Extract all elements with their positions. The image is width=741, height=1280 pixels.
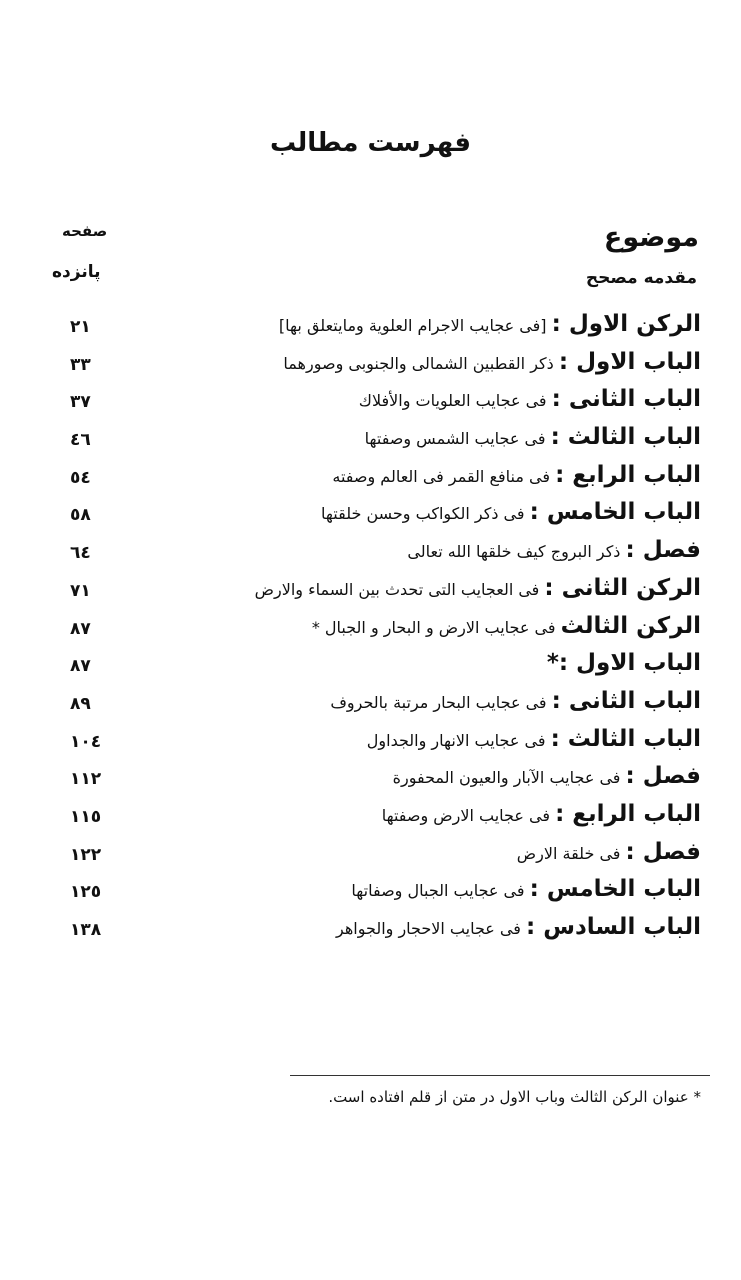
entry-page-number: ٥٤ bbox=[70, 467, 91, 488]
toc-list bbox=[0, 309, 741, 950]
entry-description: ذکر البروج کیف خلقها الله تعالی bbox=[407, 542, 621, 562]
entry-page-number: ۸۹ bbox=[70, 693, 91, 714]
entry-label bbox=[330, 688, 701, 714]
entry-page-number: ۱۲٥ bbox=[70, 882, 102, 903]
toc-entry bbox=[0, 497, 741, 535]
toc-entry bbox=[0, 535, 741, 573]
entry-key: فصل : bbox=[625, 838, 701, 865]
entry-description: فی منافع القمر فی العالم وصفته bbox=[332, 466, 550, 486]
entry-key: الباب الثالث : bbox=[550, 424, 701, 451]
entry-key: الباب الاول :* bbox=[546, 650, 701, 677]
toc-entry bbox=[0, 460, 741, 498]
entry-description: فی عجایب الارض وصفتها bbox=[381, 805, 550, 825]
entry-label bbox=[283, 349, 701, 375]
intro-page-number: پانزده bbox=[52, 262, 101, 282]
toc-entry bbox=[0, 837, 741, 875]
entry-description: [فی عجایب الاجرام العلویة ومایتعلق بها] bbox=[278, 316, 547, 335]
entry-page-number: ۸۷ bbox=[70, 618, 91, 639]
entry-label bbox=[312, 613, 701, 639]
entry-page-number: ۱۱٥ bbox=[70, 806, 102, 827]
entry-description: فی عجایب الارض و البحار و الجبال * bbox=[311, 617, 556, 637]
entry-key: الباب الثالث : bbox=[550, 725, 701, 752]
entry-label bbox=[382, 801, 701, 827]
toc-entry bbox=[0, 686, 741, 724]
entry-key: الباب الثانی : bbox=[551, 386, 701, 413]
entry-key: الرکن الثالث bbox=[560, 612, 701, 639]
entry-page-number: ۱۲۲ bbox=[70, 844, 102, 865]
entry-description: فی عجایب الانهار والجداول bbox=[366, 730, 546, 750]
entry-label bbox=[517, 839, 701, 865]
entry-page-number: ٥٨ bbox=[70, 505, 91, 526]
toc-entry bbox=[0, 724, 741, 762]
toc-entry bbox=[0, 611, 741, 649]
entry-description: فی عجایب البحار مرتبة بالحروف bbox=[330, 692, 547, 712]
entry-key: الرکن الاول : bbox=[551, 311, 701, 337]
entry-description: فی ذکر الکواکب وحسن خلقتها bbox=[321, 504, 525, 524]
entry-page-number: ۳۳ bbox=[70, 354, 91, 375]
entry-page-number: ۱۰٤ bbox=[70, 731, 102, 752]
entry-description: فی العجایب التی تحدث بین السماء والارض bbox=[254, 579, 540, 599]
entry-label bbox=[321, 499, 701, 525]
entry-label bbox=[255, 575, 701, 601]
entry-description: فی خلقة الارض bbox=[516, 843, 621, 863]
entry-key: فصل : bbox=[625, 763, 701, 790]
entry-key: الباب السادس : bbox=[526, 914, 701, 940]
entry-label bbox=[547, 650, 701, 676]
entry-label bbox=[351, 876, 701, 902]
entry-label bbox=[332, 462, 701, 488]
toc-entry bbox=[0, 384, 741, 422]
topic-column-header: موضوع bbox=[603, 222, 699, 253]
entry-label bbox=[367, 726, 701, 752]
entry-label bbox=[407, 537, 701, 563]
entry-label bbox=[393, 763, 701, 789]
entry-key: الباب الخامس : bbox=[529, 876, 701, 903]
entry-label bbox=[365, 424, 701, 450]
toc-entry bbox=[0, 912, 741, 950]
toc-entry bbox=[0, 573, 741, 611]
entry-page-number: ۱۱۲ bbox=[70, 769, 102, 790]
entry-page-number: ۷۱ bbox=[70, 580, 91, 601]
entry-description: ذکر القطبین الشمالی والجنوبی وصورهما bbox=[283, 353, 554, 373]
entry-label bbox=[359, 386, 701, 412]
entry-page-number: ۳۷ bbox=[70, 392, 91, 413]
entry-key: الرکن الثانی : bbox=[544, 574, 701, 601]
entry-description: فی عجایب الآبار والعیون المحفورة bbox=[392, 768, 621, 788]
footnote: * عنوان الرکن الثالث وباب الاول در متن از قلم افتاده است. bbox=[328, 1088, 701, 1106]
page-column-header: صفحه bbox=[62, 222, 108, 240]
entry-key: الباب الرابع : bbox=[555, 800, 701, 827]
toc-entry bbox=[0, 422, 741, 460]
entry-page-number: ٤٦ bbox=[70, 430, 91, 451]
intro-entry: مقدمه مصحح bbox=[585, 268, 697, 288]
entry-page-number: ۲۱ bbox=[70, 317, 91, 337]
entry-key: الباب الثانی : bbox=[551, 687, 701, 714]
entry-key: الباب الرابع : bbox=[555, 461, 701, 488]
toc-entry bbox=[0, 648, 741, 686]
entry-label bbox=[279, 311, 701, 337]
entry-description: فی عجایب الاحجار والجواهر bbox=[336, 919, 521, 938]
entry-page-number: ۸۷ bbox=[70, 656, 91, 677]
entry-page-number: ۱۳۸ bbox=[70, 920, 102, 940]
entry-key: الباب الاول : bbox=[558, 348, 701, 375]
entry-key: فصل : bbox=[625, 537, 701, 564]
toc-entry bbox=[0, 761, 741, 799]
page-title: فهرست مطالب bbox=[270, 128, 471, 158]
entry-key: الباب الخامس : bbox=[529, 499, 701, 526]
toc-entry bbox=[0, 874, 741, 912]
toc-entry bbox=[0, 309, 741, 347]
entry-page-number: ٦٤ bbox=[70, 543, 91, 564]
toc-entry bbox=[0, 799, 741, 837]
entry-description: فی عجایب العلویات والأفلاك bbox=[358, 391, 547, 411]
entry-label bbox=[336, 914, 701, 940]
entry-description: فی عجایب الشمس وصفتها bbox=[364, 429, 546, 449]
toc-entry bbox=[0, 347, 741, 385]
entry-description: فی عجایب الجبال وصفاتها bbox=[351, 881, 525, 901]
footnote-divider bbox=[290, 1075, 710, 1076]
